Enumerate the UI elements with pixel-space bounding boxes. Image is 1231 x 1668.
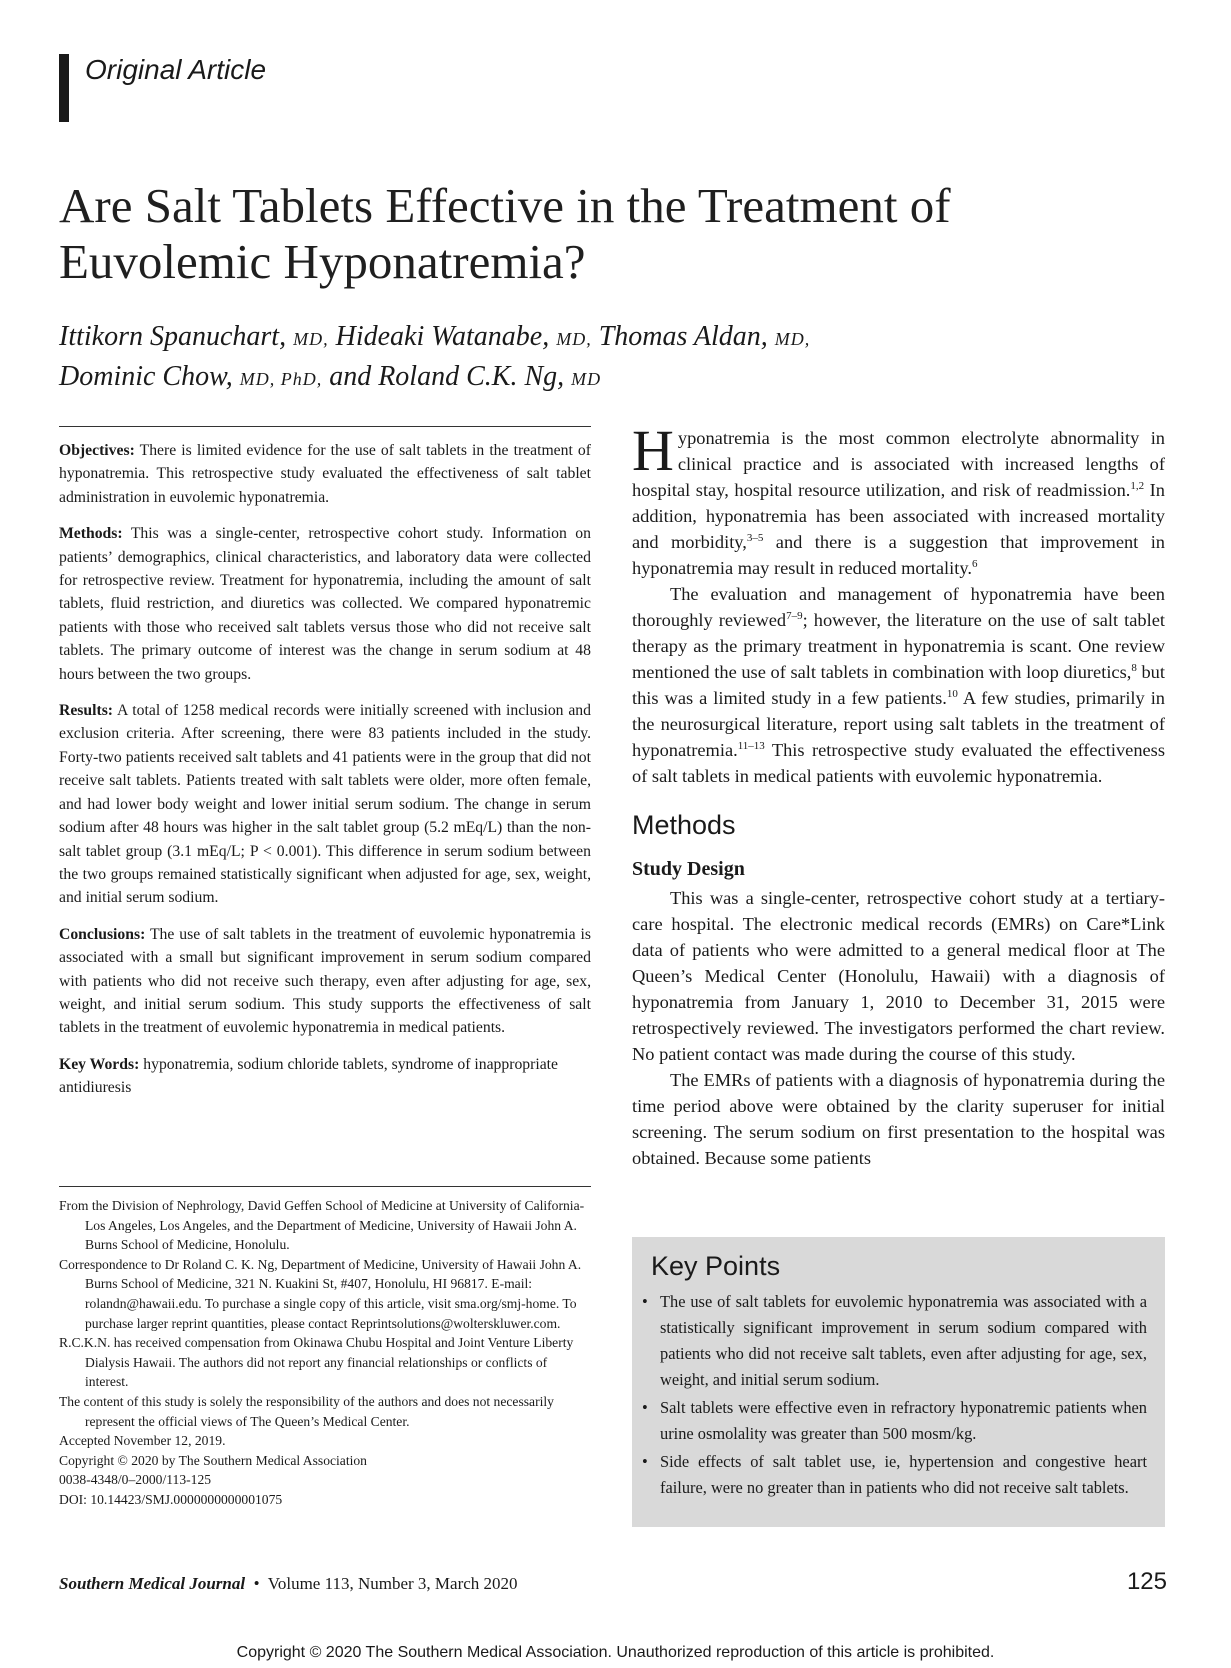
- key-points-list: [632, 1289, 1165, 1503]
- author-degree: MD: [571, 369, 602, 389]
- key-points-box: [632, 1237, 1165, 1527]
- footnote-responsibility: The content of this study is solely the responsibility of the authors and does not necessarily represent the official views of The Queen’s Medical Center.: [59, 1393, 554, 1429]
- article-title: Are Salt Tablets Effective in the Treatment of Euvolemic Hyponatremia?: [59, 178, 951, 289]
- intro-paragraph-1: [632, 418, 1166, 581]
- footnote-affiliation: From the Division of Nephrology, David Geffen School of Medicine at University of California-Los Angeles, Los Angeles, and the Department of Medicine, University of Hawaii John A. Burns School of Medicine, Honolulu.: [59, 1198, 585, 1253]
- intro-text: and there is a suggestion that improvement in hyponatremia may result in reduced mortality.: [632, 532, 1165, 578]
- footnote-disclosure: R.C.K.N. has received compensation from Okinawa Chubu Hospital and Joint Venture Liberty Dialysis Hawaii. The authors did not report any financial relationships or conflicts of interest.: [59, 1335, 574, 1390]
- intro-text: ; however, the literature on the use of salt tablet therapy as the primary treatment in hyponatremia is scant. One review mentioned the use of salt tablets in combination with loop diuretics,: [632, 610, 1165, 682]
- drop-cap: H: [632, 418, 674, 483]
- author-degree: MD,: [774, 329, 811, 349]
- methods-heading: Methods: [632, 810, 736, 840]
- footnote-doi: DOI: 10.14423/SMJ.0000000000001075: [59, 1491, 283, 1507]
- study-design-heading: Study Design: [632, 858, 745, 880]
- article-footnotes: [59, 1196, 591, 1510]
- study-design-paragraph-1: This was a single-center, retrospective cohort study at a tertiary-care hospital. The electronic medical records (EMRs) on Care*Link data of patients who were admitted to a general medical floor at The Queen’s Medical Center (Honolulu, Hawaii) with a diagnosis of hyponatremia from January 1, 2010 to December 31, 2015 were retrospectively reviewed. The investigators performed the chart review. No patient contact was made during the course of this study.: [632, 888, 1165, 1064]
- footnote-accepted: Accepted November 12, 2019.: [59, 1433, 226, 1449]
- author-name: Dominic Chow,: [59, 361, 233, 392]
- key-points-title: Key Points: [651, 1251, 781, 1281]
- citation: 8: [1131, 661, 1137, 674]
- footer-separator: •: [253, 1574, 260, 1593]
- key-point-item: • Salt tablets were effective even in refractory hyponatremic patients when urine osmolality was greater than 500 mosm/kg.: [632, 1395, 1165, 1447]
- footnote-issn: 0038-4348/0–2000/113-125: [59, 1472, 212, 1488]
- author-name: Hideaki Watanabe,: [335, 321, 550, 352]
- citation: 10: [946, 687, 958, 700]
- journal-footer: [59, 1574, 518, 1594]
- citation: 1,2: [1130, 479, 1145, 492]
- key-point-item: • The use of salt tablets for euvolemic hyponatremia was associated with a statistically significant improvement in serum sodium compared with patients who did not receive salt tablets, even after adjusting for age, sex, weight, and initial serum sodium.: [632, 1289, 1165, 1393]
- study-design-paragraph-2: The EMRs of patients with a diagnosis of hyponatremia during the time period above were obtained by the clarity superuser for initial screening. The serum sodium on first presentation to the hospital was obtained. Because some patients: [632, 1070, 1165, 1168]
- abstract-results-label: Results:: [59, 702, 114, 720]
- abstract-keywords: [59, 1053, 591, 1100]
- abstract-methods: [59, 522, 591, 686]
- intro-text: A few studies, primarily in the neurosurgical literature, report using salt tablets in the treatment of hyponatremia.: [632, 688, 1166, 760]
- citation: 7–9: [786, 609, 803, 622]
- abstract-objectives-text: There is limited evidence for the use of salt tablets in the treatment of hyponatremia. This retrospective study evaluated the effectiveness of salt tablet administration in euvolemic hyponatremia.: [59, 442, 591, 506]
- citation: 11–13: [737, 739, 765, 752]
- abstract-keywords-text: hyponatremia, sodium chloride tablets, syndrome of inappropriate antidiuresis: [59, 1055, 559, 1097]
- author-list: [59, 318, 1059, 398]
- footnote-correspondence: Correspondence to Dr Roland C. K. Ng, Department of Medicine, University of Hawaii John A. Burns School of Medicine, 321 N. Kuakini St, #407, Honolulu, HI 96817. E-mail: rolandn@hawaii.edu. To purchase a single copy of this article, visit sma.org/smj-home. To purchase larger reprint quantities, please contact Reprintsolutions@wolterskluwer.com.: [59, 1256, 582, 1331]
- footnote-copyright: Copyright © 2020 by The Southern Medical Association: [59, 1452, 367, 1468]
- abstract-objectives: [59, 439, 591, 509]
- abstract-keywords-label: Key Words:: [59, 1055, 140, 1073]
- author-name: Thomas Aldan,: [598, 321, 768, 352]
- abstract-top-rule: [59, 426, 591, 427]
- section-label: Original Article: [85, 54, 267, 85]
- footnotes-rule: [59, 1186, 591, 1187]
- author-name: Ittikorn Spanuchart,: [59, 321, 287, 352]
- abstract-methods-text: This was a single-center, retrospective cohort study. Information on patients’ demographics, clinical characteristics, and laboratory data were collected for retrospective review. Treatment for hyponatremia, including the amount of salt tablets, fluid restriction, and diuretics was collected. We compared hyponatremic patients with those who received salt tablets versus those who did not receive salt tablets. The primary outcome of interest was the change in serum sodium at 48 hours between the two groups.: [59, 525, 591, 683]
- intro-text: In addition, hyponatremia has been associated with increased mortality and morbidity,: [632, 480, 1166, 552]
- abstract-results: [59, 699, 591, 910]
- key-point-item: • Side effects of salt tablet use, ie, hypertension and congestive heart failure, were no greater than in patients who did not receive salt tablets.: [632, 1449, 1165, 1501]
- body-column: [632, 418, 1166, 1171]
- volume-info: Volume 113, Number 3, March 2020: [267, 1574, 518, 1593]
- copyright-notice: Copyright © 2020 The Southern Medical Association. Unauthorized reproduction of this article is prohibited.: [236, 1644, 995, 1661]
- citation: 6: [971, 557, 978, 570]
- intro-text: The evaluation and management of hyponatremia have been thoroughly reviewed: [632, 584, 1165, 630]
- intro-text: but this was a limited study in a few patients.: [632, 662, 1165, 708]
- author-degree: MD,: [293, 329, 329, 349]
- intro-text: This retrospective study evaluated the effectiveness of salt tablets in medical patients with euvolemic hyponatremia.: [632, 740, 1165, 786]
- author-name: and Roland C.K. Ng,: [329, 361, 565, 392]
- abstract-conclusions-label: Conclusions:: [59, 925, 146, 943]
- journal-name: Southern Medical Journal: [59, 1574, 246, 1593]
- abstract-conclusions: [59, 923, 591, 1040]
- abstract-objectives-label: Objectives:: [59, 442, 135, 459]
- abstract-conclusions-text: The use of salt tablets in the treatment of euvolemic hyponatremia is associated with a small but significant improvement in serum sodium compared with patients who did not receive such therapy, even after adjusting for age, sex, weight, and initial serum sodium. This study supports the effectiveness of salt tablets in the treatment of euvolemic hyponatremia in medical patients.: [59, 925, 592, 1037]
- author-degree: MD,: [556, 329, 592, 349]
- author-degree: MD, PhD,: [239, 369, 323, 389]
- intro-text: yponatremia is the most common electrolyte abnormality in clinical practice and is associated with increased lengths of hospital stay, hospital resource utilization, and risk of readmission.: [632, 428, 1165, 500]
- abstract-methods-label: Methods:: [59, 525, 123, 543]
- citation: 3–5: [746, 531, 764, 544]
- page-number: 125: [1126, 1568, 1167, 1595]
- abstract-results-text: A total of 1258 medical records were initially screened with inclusion and exclusion criteria. After screening, there were 83 patients included in the study. Forty-two patients received salt tablets and 41 patients were in the group that did not receive salt tablets. Patients treated with salt tablets were older, more often female, and had lower body weight and lower initial serum sodium. The change in serum sodium after 48 hours was higher in the salt tablet group (5.2 mEq/L) than the non-salt tablet group (3.1 mEq/L; P < 0.001). This difference in serum sodium between the two groups remained statistically significant when adjusted for age, sex, weight, and initial serum sodium.: [59, 702, 591, 907]
- abstract: [59, 439, 591, 1113]
- intro-paragraph-2: [632, 581, 1165, 789]
- section-flag-bar: [59, 54, 69, 122]
